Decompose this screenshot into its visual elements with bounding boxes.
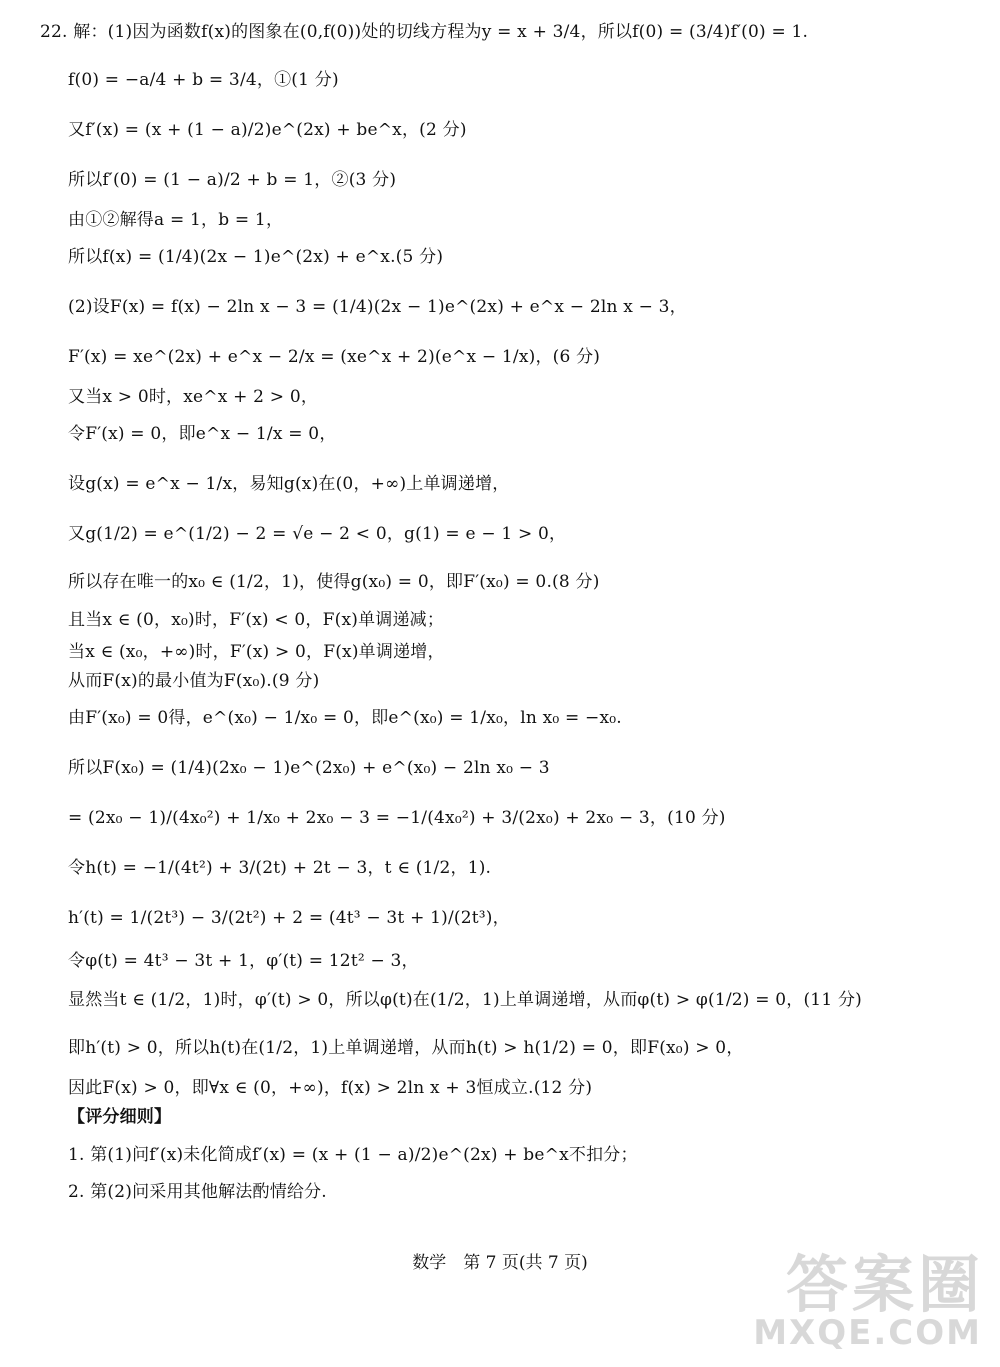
solution-line: 令h(t) = −1/(4t²) + 3/(2t) + 2t − 3，t ∈ (1/2，1). [68,858,492,878]
solution-line: 令φ(t) = 4t³ − 3t + 1，φ′(t) = 12t² − 3， [68,951,419,971]
solution-line: 从而F(x)的最小值为F(x₀).(9 分) [68,671,320,691]
solution-line: 所以F(x₀) = (1/4)(2x₀ − 1)e^(2x₀) + e^(x₀) − 2ln x₀ − 3 [68,758,550,778]
rubric-item: 1. 第(1)问f′(x)未化简成f′(x) = (x + (1 − a)/2)e^(2x) + be^x不扣分； [68,1145,638,1165]
solution-line: 显然当t ∈ (1/2，1)时，φ′(t) > 0，所以φ(t)在(1/2，1)上单调递增，从而φ(t) > φ(1/2) = 0，(11 分) [68,990,862,1010]
solution-line: 又当x > 0时，xe^x + 2 > 0， [68,387,319,407]
solution-line: F′(x) = xe^(2x) + e^x − 2/x = (xe^x + 2)(e^x − 1/x)，(6 分) [68,347,601,367]
solution-line: 又g(1/2) = e^(1/2) − 2 = √e − 2 < 0，g(1) = e − 1 > 0， [68,524,567,544]
solution-line: 所以f′(0) = (1 − a)/2 + b = 1，②(3 分) [68,170,397,190]
solution-line: 22. 解：(1)因为函数f(x)的图象在(0,f(0))处的切线方程为y = x + 3/4，所以f(0) = (3/4)f′(0) = 1. [40,22,809,42]
solution-line: f(0) = −a/4 + b = 3/4，①(1 分) [68,70,339,90]
rubric-heading: 【评分细则】 [68,1107,172,1127]
solution-line: 所以存在唯一的x₀ ∈ (1/2，1)，使得g(x₀) = 0，即F′(x₀) = 0.(8 分) [68,572,600,592]
rubric-item: 2. 第(2)问采用其他解法酌情给分. [68,1182,327,1202]
solution-line: 令F′(x) = 0，即e^x − 1/x = 0， [68,424,337,444]
solution-line: 又f′(x) = (x + (1 − a)/2)e^(2x) + be^x，(2 分) [68,120,467,140]
solution-line: 当x ∈ (x₀，+∞)时，F′(x) > 0，F(x)单调递增， [68,642,445,662]
solution-line: = (2x₀ − 1)/(4x₀²) + 1/x₀ + 2x₀ − 3 = −1/(4x₀²) + 3/(2x₀) + 2x₀ − 3，(10 分) [68,808,726,828]
solution-line: 由①②解得a = 1，b = 1， [68,210,284,230]
solution-line: (2)设F(x) = f(x) − 2ln x − 3 = (1/4)(2x − 1)e^(2x) + e^x − 2ln x − 3， [68,297,687,317]
page-footer: 数学 第 7 页(共 7 页) [412,1253,588,1273]
solution-line: 设g(x) = e^x − 1/x，易知g(x)在(0，+∞)上单调递增， [68,474,510,494]
watermark-logo [753,1235,990,1363]
solution-line: 且当x ∈ (0，x₀)时，F′(x) < 0，F(x)单调递减； [68,610,445,630]
watermark-top: 答案圈 [785,1248,984,1321]
solution-line: 由F′(x₀) = 0得，e^(x₀) − 1/x₀ = 0，即e^(x₀) = 1/x₀，ln x₀ = −x₀. [68,708,622,728]
solution-line: 即h′(t) > 0，所以h(t)在(1/2，1)上单调递增，从而h(t) > h(1/2) = 0，即F(x₀) > 0， [68,1038,744,1058]
solution-line: 因此F(x) > 0，即∀x ∈ (0，+∞)，f(x) > 2ln x + 3恒成立.(12 分) [68,1078,593,1098]
solution-line: h′(t) = 1/(2t³) − 3/(2t²) + 2 = (4t³ − 3t + 1)/(2t³)， [68,908,510,928]
solution-line: 所以f(x) = (1/4)(2x − 1)e^(2x) + e^x.(5 分) [68,247,444,267]
watermark-bottom: MXQE.COM [753,1313,982,1353]
